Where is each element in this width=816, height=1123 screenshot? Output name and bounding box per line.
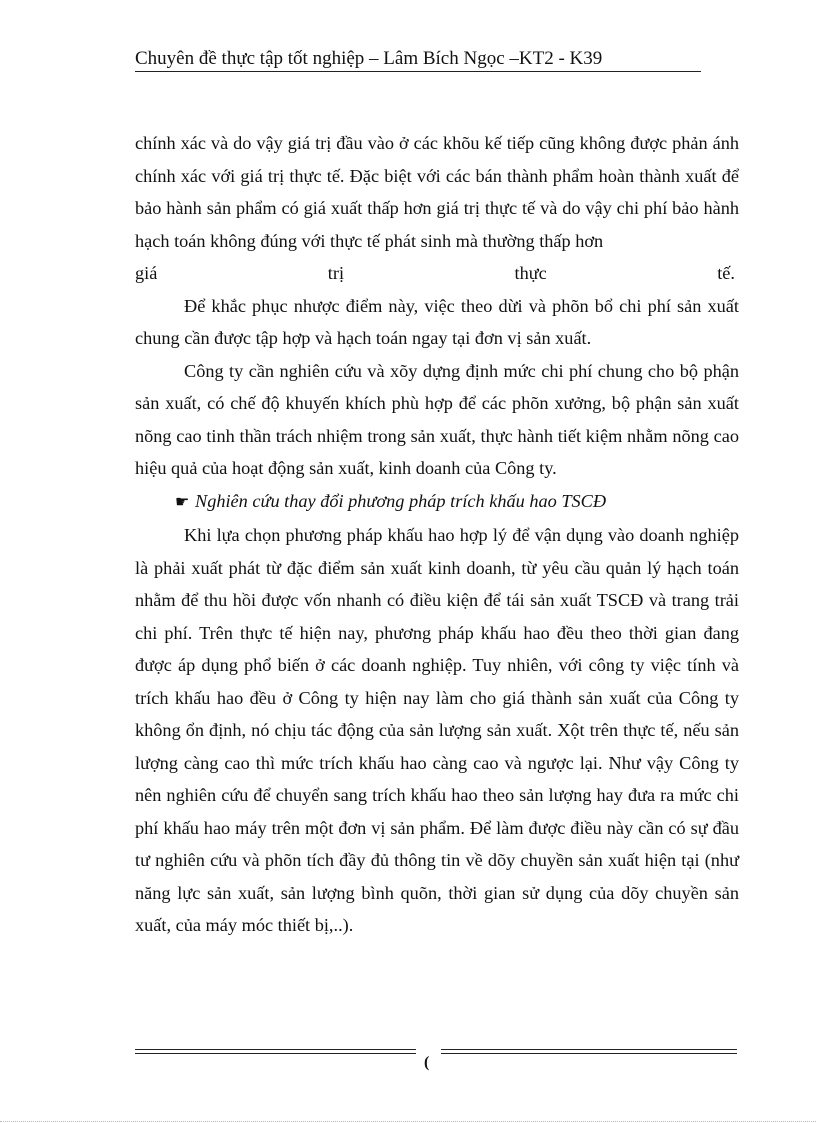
spread-word-1: giá [135,263,158,283]
page-edge [0,1121,816,1122]
spread-line [135,257,739,290]
body-text [135,127,739,942]
paragraph-2: Để khắc phục nhược điểm này, việc theo dừi và phõn bổ chi phí sản xuất chung cần được tập hợp và hạch toán ngay tại đơn vị sản xuất. [135,295,739,348]
footer-rule-right [441,1049,737,1054]
paragraph-3: Công ty cần nghiên cứu và xõy dựng định mức chi phí chung cho bộ phận sản xuất, có chế độ khuyến khích phù hợp để các phõn xưởng, bộ phận sản xuất nõng cao tinh thần trách nhiệm trong sản xuất, thực hành tiết kiệm nhằm nõng cao hiệu quả của hoạt động sản xuất, kinh doanh của Công ty. [135,360,739,478]
paragraph-1: chính xác và do vậy giá trị đầu vào ở các khõu kế tiếp cũng không được phản ánh chính xác với giá trị thực tế. Đặc biệt với các bán thành phẩm hoàn thành xuất để bảo hành sản phẩm có giá xuất thấp hơn giá trị thực tế và do vậy chi phí bảo hành hạch toán không đúng với thực tế phát sinh mà thường thấp hơn [135,133,739,251]
bullet-heading-line [135,485,739,520]
running-header: Chuyên đề thực tập tốt nghiệp – Lâm Bích Ngọc –KT2 - K39 [135,48,603,69]
spread-word-3: thực [514,263,547,283]
footer-rule-left [135,1049,416,1054]
bullet-heading: Nghiên cứu thay đổi phương pháp trích khấu hao TSCĐ [195,490,607,511]
paragraph-4: Khi lựa chọn phương pháp khấu hao hợp lý để vận dụng vào doanh nghiệp là phải xuất phát từ đặc điểm sản xuất kinh doanh, từ yêu cầu quản lý hạch toán nhằm để thu hồi được vốn nhanh có điều kiện để tái sản xuất TSCĐ và trang trải chi phí. Trên thực tế hiện nay, phương pháp khấu hao đều theo thời gian đang được áp dụng phổ biến ở các doanh nghiệp. Tuy nhiên, với công ty việc tính và trích khấu hao đều ở Công ty hiện nay làm cho giá thành sản xuất của Công ty không ổn định, nó chịu tác động của sản lượng sản xuất. Xột trên thực tế, nếu sản lượng càng cao thì mức trích khấu hao càng cao và ngược lại. Như vậy Công ty nên nghiên cứu để chuyển sang trích khấu hao theo sản lượng hay đưa ra mức chi phí khấu hao máy trên một đơn vị sản phẩm. Để làm được điều này cần có sự đầu tư nghiên cứu và phõn tích đầy đủ thông tin về dõy chuyền sản xuất hiện tại (như năng lực sản xuất, sản lượng bình quõn, thời gian sử dụng của dõy chuyền sản xuất, của máy móc thiết bị,..). [135,525,739,935]
spread-word-2: trị [327,263,345,283]
spread-word-4: tế. [717,263,735,283]
page-number: ( [424,1054,430,1071]
header-rule [135,71,701,72]
pointing-hand-icon: ☛ [175,493,190,511]
